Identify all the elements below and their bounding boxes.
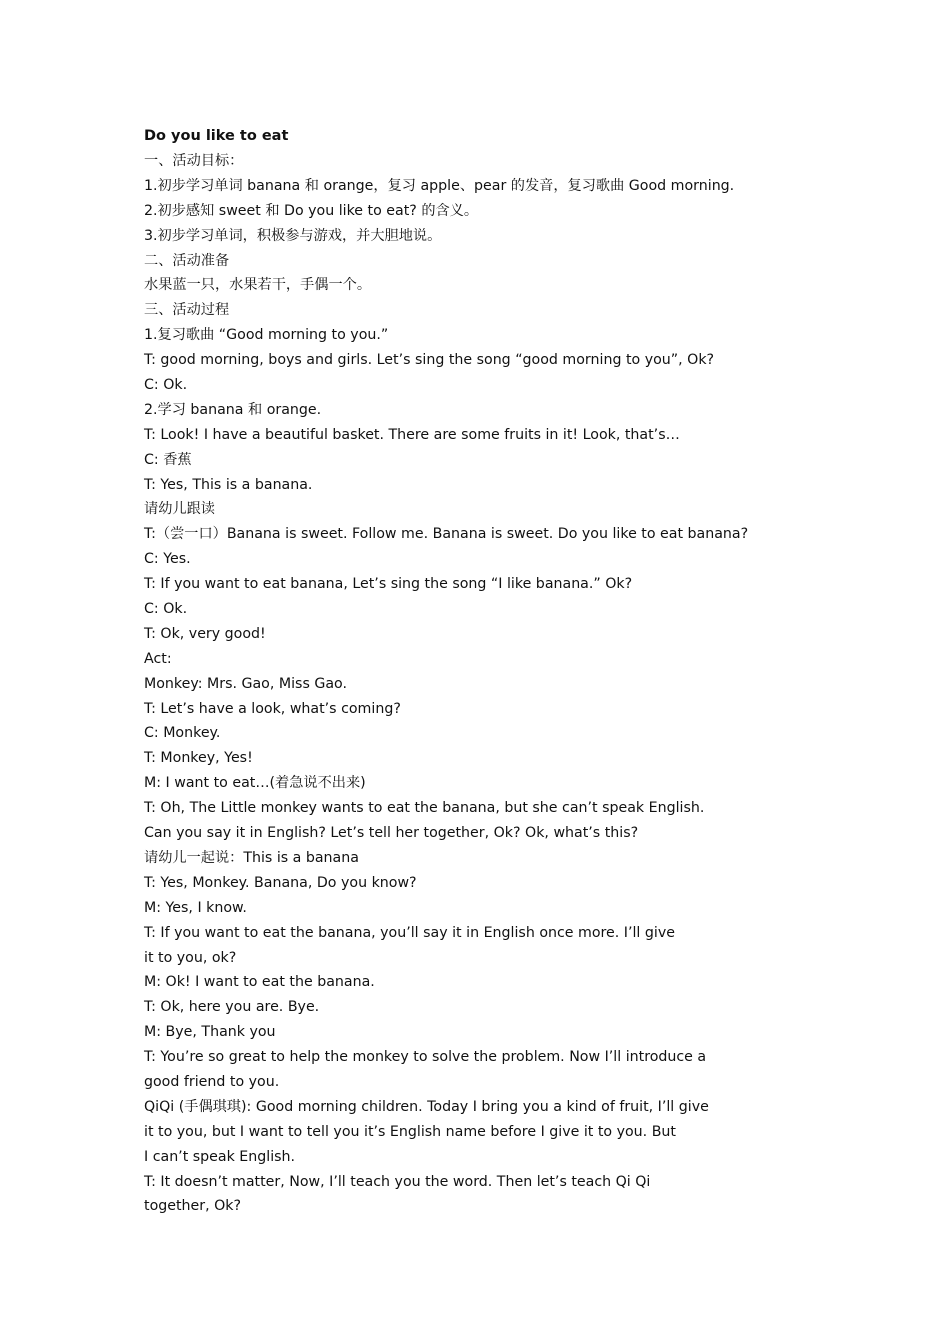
text-line: 一、活动目标： — [144, 153, 244, 169]
text-line: good friend to you. — [144, 1073, 280, 1090]
text-line: 1.初步学习单词 banana 和 orange，复习 apple、pear 的发音，复习歌曲 Good morning. — [144, 177, 735, 194]
text-line: 请幼儿跟读 — [144, 501, 215, 518]
text-line: M: I want to eat…(着急说不出来) — [144, 775, 366, 792]
text-line: 二、活动准备 — [144, 252, 230, 269]
text-line: it to you, ok? — [144, 949, 237, 966]
text-line: T: Yes, This is a banana. — [144, 476, 313, 493]
text-line: T: If you want to eat the banana, you’ll say it in English once more. I’ll give — [144, 924, 675, 941]
text-line: Can you say it in English? Let’s tell her together, Ok? Ok, what’s this? — [144, 825, 639, 842]
text-line: together, Ok? — [144, 1198, 242, 1215]
text-line: M: Ok! I want to eat the banana. — [144, 974, 375, 991]
text-line: M: Yes, I know. — [144, 899, 247, 916]
document-title: Do you like to eat — [144, 128, 289, 144]
text-line: 1.复习歌曲 “Good morning to you.” — [144, 327, 389, 344]
text-line: C: Ok. — [144, 377, 188, 394]
text-line: Act: — [144, 650, 172, 667]
text-line: C: 香蕉 — [144, 451, 192, 468]
text-line: T: Oh, The Little monkey wants to eat the banana, but she can’t speak English. — [144, 800, 705, 817]
text-line: C: Ok. — [144, 601, 188, 618]
text-line: C: Monkey. — [144, 725, 221, 742]
text-line: it to you, but I want to tell you it’s English name before I give it to you. But — [144, 1123, 676, 1140]
document-page — [144, 124, 844, 1219]
text-line: T: good morning, boys and girls. Let’s sing the song “good morning to you”, Ok? — [144, 352, 715, 369]
text-line: M: Bye, Thank you — [144, 1024, 276, 1041]
text-line: 水果蓝一只，水果若干，手偶一个。 — [144, 277, 372, 294]
text-line: 2.学习 banana 和 orange. — [144, 401, 322, 418]
text-line: T:（尝一口）Banana is sweet. Follow me. Banana is sweet. Do you like to eat banana? — [144, 526, 749, 543]
text-line: T: Monkey, Yes! — [144, 750, 253, 767]
text-line: 三、活动过程 — [144, 302, 230, 319]
text-line: T: Let’s have a look, what’s coming? — [144, 700, 401, 717]
text-line: Monkey: Mrs. Gao, Miss Gao. — [144, 675, 347, 692]
text-line: I can’t speak English. — [144, 1148, 296, 1165]
text-line: T: Ok, very good! — [144, 625, 266, 642]
text-line: 3.初步学习单词，积极参与游戏，并大胆地说。 — [144, 227, 442, 244]
text-line: 请幼儿一起说：This is a banana — [144, 849, 359, 866]
text-line: T: Look! I have a beautiful basket. There are some fruits in it! Look, that’s… — [144, 426, 680, 443]
text-line: T: It doesn’t matter, Now, I’ll teach you the word. Then let’s teach Qi Qi — [144, 1173, 651, 1190]
text-line: 2.初步感知 sweet 和 Do you like to eat? 的含义。 — [144, 202, 479, 219]
text-line: T: Yes, Monkey. Banana, Do you know? — [144, 874, 417, 891]
text-line: T: If you want to eat banana, Let’s sing the song “I like banana.” Ok? — [144, 576, 633, 593]
text-line: QiQi (手偶琪琪): Good morning children. Today I bring you a kind of fruit, I’ll give — [144, 1098, 709, 1115]
text-line: T: Ok, here you are. Bye. — [144, 999, 320, 1016]
text-line: T: You’re so great to help the monkey to solve the problem. Now I’ll introduce a — [144, 1049, 707, 1066]
text-line: C: Yes. — [144, 551, 191, 568]
